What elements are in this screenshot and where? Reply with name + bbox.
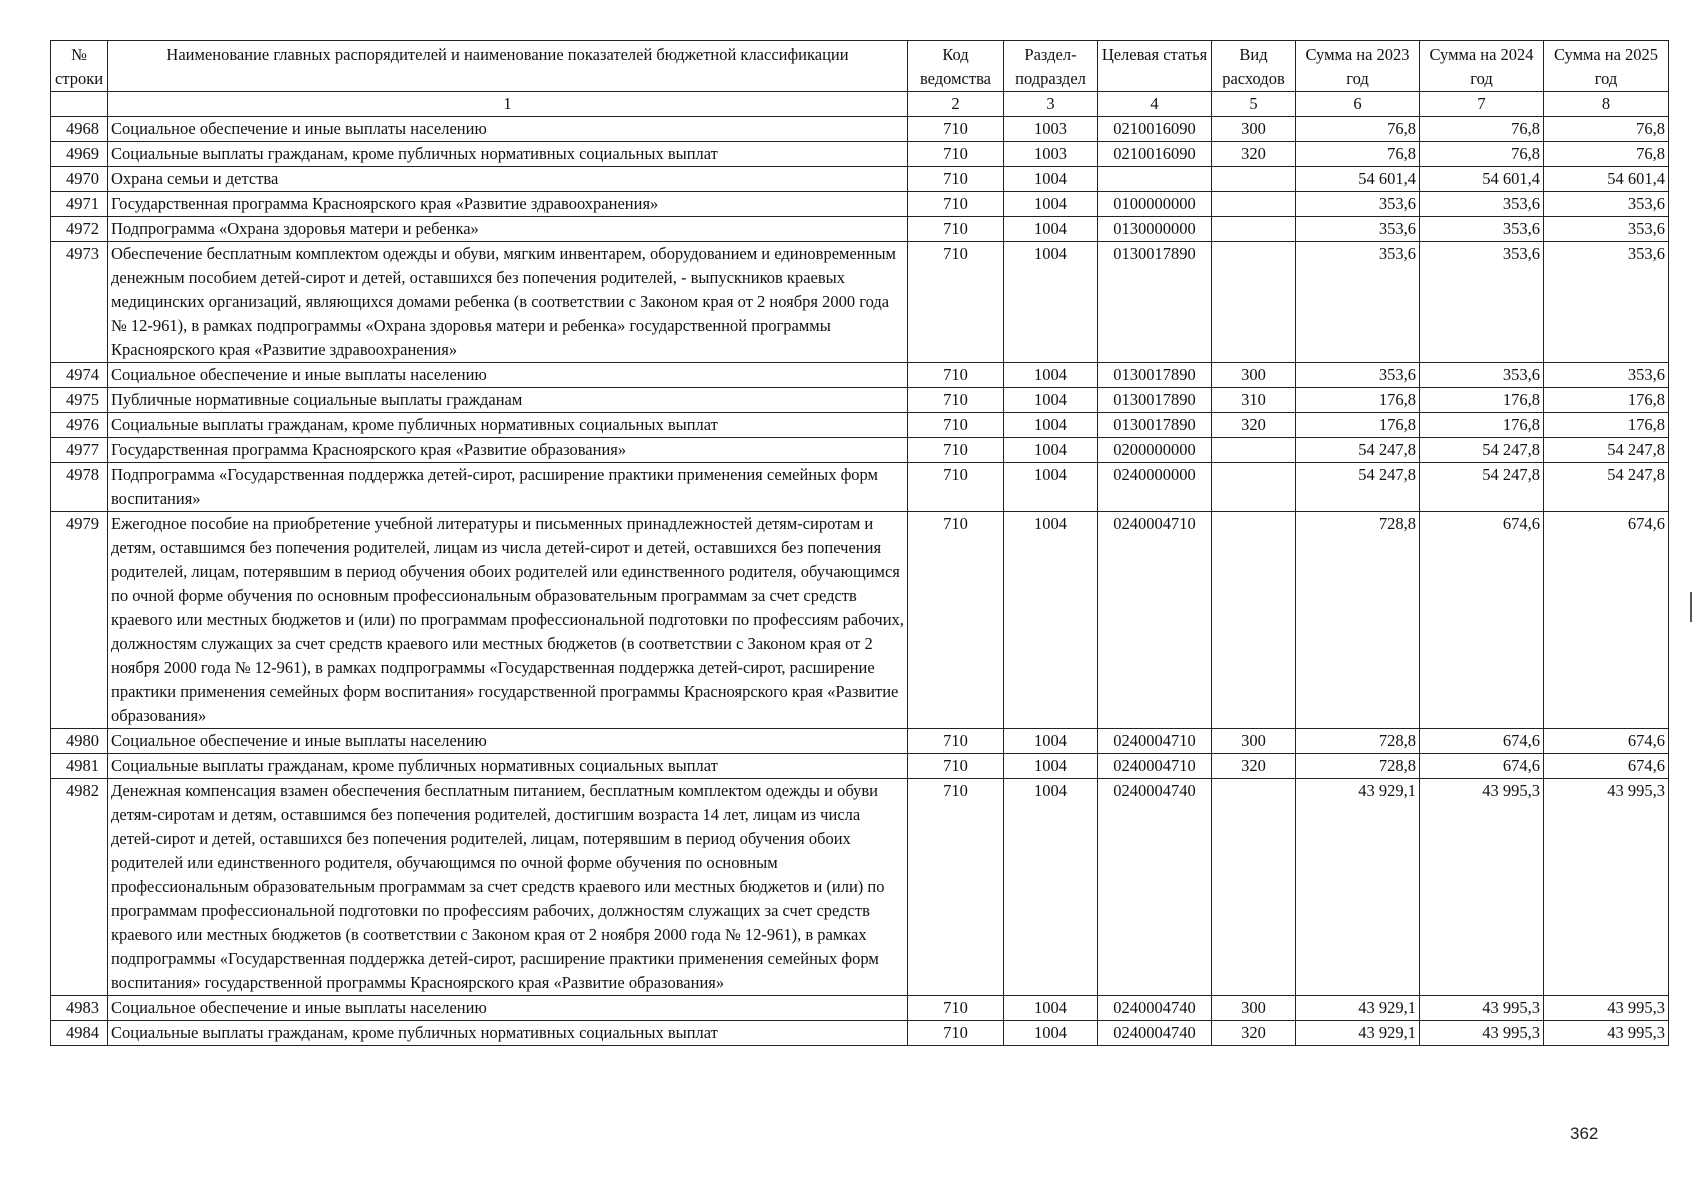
- col-header-vr: Вид расходов: [1212, 41, 1296, 92]
- table-row: [51, 512, 1669, 729]
- cell-cs: 0210016090: [1098, 142, 1212, 167]
- cell-rz: 1004: [1004, 779, 1098, 996]
- cell-rz: 1004: [1004, 242, 1098, 363]
- cell-s2024: 353,6: [1420, 242, 1544, 363]
- cell-name: Государственная программа Красноярского края «Развитие здравоохранения»: [108, 192, 908, 217]
- cell-s2025: 674,6: [1544, 754, 1669, 779]
- col-header-rz: Раздел-подраздел: [1004, 41, 1098, 92]
- table-row: [51, 167, 1669, 192]
- cell-s2024: 674,6: [1420, 729, 1544, 754]
- cell-s2023: 54 601,4: [1296, 167, 1420, 192]
- cell-s2025: 54 247,8: [1544, 463, 1669, 512]
- cell-no: 4980: [51, 729, 108, 754]
- col-number: 1: [108, 92, 908, 117]
- table-row: [51, 779, 1669, 996]
- cell-rz: 1004: [1004, 729, 1098, 754]
- cell-s2023: 728,8: [1296, 512, 1420, 729]
- cell-ved: 710: [908, 438, 1004, 463]
- cell-cs: 0130000000: [1098, 217, 1212, 242]
- scan-edge-mark: [1690, 592, 1692, 622]
- cell-s2023: 728,8: [1296, 754, 1420, 779]
- cell-s2025: 176,8: [1544, 413, 1669, 438]
- table-row: [51, 242, 1669, 363]
- col-header-s2025: Сумма на 2025 год: [1544, 41, 1669, 92]
- cell-rz: 1004: [1004, 217, 1098, 242]
- cell-name: Социальные выплаты гражданам, кроме публичных нормативных социальных выплат: [108, 142, 908, 167]
- cell-s2023: 353,6: [1296, 217, 1420, 242]
- cell-name: Социальное обеспечение и иные выплаты населению: [108, 996, 908, 1021]
- col-number: [51, 92, 108, 117]
- cell-name: Подпрограмма «Охрана здоровья матери и ребенка»: [108, 217, 908, 242]
- cell-no: 4979: [51, 512, 108, 729]
- cell-s2023: 54 247,8: [1296, 463, 1420, 512]
- cell-name: Публичные нормативные социальные выплаты гражданам: [108, 388, 908, 413]
- cell-ved: 710: [908, 1021, 1004, 1046]
- cell-s2025: 76,8: [1544, 117, 1669, 142]
- cell-cs: 0130017890: [1098, 363, 1212, 388]
- cell-s2025: 176,8: [1544, 388, 1669, 413]
- cell-cs: 0240004710: [1098, 512, 1212, 729]
- cell-s2025: 43 995,3: [1544, 779, 1669, 996]
- cell-ved: 710: [908, 512, 1004, 729]
- cell-s2024: 43 995,3: [1420, 996, 1544, 1021]
- cell-s2025: 353,6: [1544, 242, 1669, 363]
- cell-s2024: 43 995,3: [1420, 1021, 1544, 1046]
- cell-s2025: 353,6: [1544, 217, 1669, 242]
- cell-no: 4977: [51, 438, 108, 463]
- cell-vr: [1212, 217, 1296, 242]
- cell-rz: 1004: [1004, 192, 1098, 217]
- cell-vr: [1212, 242, 1296, 363]
- table-row: [51, 363, 1669, 388]
- cell-name: Охрана семьи и детства: [108, 167, 908, 192]
- cell-s2024: 353,6: [1420, 217, 1544, 242]
- cell-vr: [1212, 438, 1296, 463]
- col-header-no: № строки: [51, 41, 108, 92]
- col-number: 7: [1420, 92, 1544, 117]
- cell-rz: 1004: [1004, 167, 1098, 192]
- cell-s2024: 353,6: [1420, 192, 1544, 217]
- table-row: [51, 413, 1669, 438]
- cell-vr: 320: [1212, 1021, 1296, 1046]
- cell-cs: 0100000000: [1098, 192, 1212, 217]
- col-header-s2023: Сумма на 2023 год: [1296, 41, 1420, 92]
- cell-s2024: 54 247,8: [1420, 438, 1544, 463]
- cell-ved: 710: [908, 388, 1004, 413]
- cell-s2024: 176,8: [1420, 413, 1544, 438]
- table-row: [51, 463, 1669, 512]
- cell-s2025: 76,8: [1544, 142, 1669, 167]
- cell-ved: 710: [908, 754, 1004, 779]
- cell-name: Денежная компенсация взамен обеспечения бесплатным питанием, бесплатным комплектом одежды и обуви детям-сиротам и детям, оставшимся без попечения родителей, достигшим возраста 14 лет, лицам из числа детей-сирот и детей, оставшихся без попечения родителей, лицам, потерявшим в период обучения обоих родителей или единственного родителя, обучающимся по очной форме обучения по основным профессиональным образовательным программам за счет средств краевого или местных бюджетов и (или) по программам профессиональной подготовки по профессиям рабочих, должностям служащих за счет средств краевого или местных бюджетов (в соответствии с Законом края от 2 ноября 2000 года № 12-961), в рамках подпрограммы «Государственная поддержка детей-сирот, расширение практики применения семейных форм воспитания» государственной программы Красноярского края «Развитие образования»: [108, 779, 908, 996]
- col-header-cs: Целевая статья: [1098, 41, 1212, 92]
- col-header-ved: Код ведомства: [908, 41, 1004, 92]
- col-header-name: Наименование главных распорядителей и наименование показателей бюджетной классификации: [108, 41, 908, 92]
- cell-s2024: 54 601,4: [1420, 167, 1544, 192]
- cell-rz: 1004: [1004, 363, 1098, 388]
- cell-cs: 0240004740: [1098, 779, 1212, 996]
- table-row: [51, 217, 1669, 242]
- cell-name: Социальное обеспечение и иные выплаты населению: [108, 363, 908, 388]
- cell-vr: 320: [1212, 754, 1296, 779]
- cell-name: Подпрограмма «Государственная поддержка детей-сирот, расширение практики применения семейных форм воспитания»: [108, 463, 908, 512]
- cell-s2025: 54 601,4: [1544, 167, 1669, 192]
- cell-cs: 0240004710: [1098, 729, 1212, 754]
- cell-s2024: 76,8: [1420, 142, 1544, 167]
- cell-cs: 0240004740: [1098, 1021, 1212, 1046]
- cell-s2025: 43 995,3: [1544, 996, 1669, 1021]
- cell-rz: 1004: [1004, 512, 1098, 729]
- cell-rz: 1004: [1004, 413, 1098, 438]
- col-number: 6: [1296, 92, 1420, 117]
- cell-no: 4975: [51, 388, 108, 413]
- cell-no: 4976: [51, 413, 108, 438]
- cell-s2023: 353,6: [1296, 242, 1420, 363]
- cell-cs: 0240000000: [1098, 463, 1212, 512]
- cell-vr: 310: [1212, 388, 1296, 413]
- cell-no: 4984: [51, 1021, 108, 1046]
- cell-no: 4969: [51, 142, 108, 167]
- table-row: [51, 438, 1669, 463]
- cell-no: 4970: [51, 167, 108, 192]
- cell-vr: 300: [1212, 729, 1296, 754]
- table-row: [51, 388, 1669, 413]
- cell-cs: 0240004740: [1098, 996, 1212, 1021]
- cell-s2023: 176,8: [1296, 413, 1420, 438]
- col-number: 2: [908, 92, 1004, 117]
- col-number: 8: [1544, 92, 1669, 117]
- cell-s2023: 176,8: [1296, 388, 1420, 413]
- cell-rz: 1004: [1004, 438, 1098, 463]
- cell-ved: 710: [908, 463, 1004, 512]
- cell-ved: 710: [908, 729, 1004, 754]
- column-number-row: [51, 92, 1669, 117]
- cell-cs: 0200000000: [1098, 438, 1212, 463]
- cell-name: Государственная программа Красноярского края «Развитие образования»: [108, 438, 908, 463]
- cell-name: Социальное обеспечение и иные выплаты населению: [108, 729, 908, 754]
- cell-s2023: 43 929,1: [1296, 996, 1420, 1021]
- col-number: 4: [1098, 92, 1212, 117]
- cell-s2024: 43 995,3: [1420, 779, 1544, 996]
- cell-no: 4973: [51, 242, 108, 363]
- cell-ved: 710: [908, 117, 1004, 142]
- header-row: [51, 41, 1669, 92]
- cell-cs: [1098, 167, 1212, 192]
- cell-cs: 0130017890: [1098, 388, 1212, 413]
- cell-s2023: 76,8: [1296, 117, 1420, 142]
- cell-cs: 0240004710: [1098, 754, 1212, 779]
- cell-ved: 710: [908, 242, 1004, 363]
- cell-no: 4982: [51, 779, 108, 996]
- cell-s2024: 674,6: [1420, 512, 1544, 729]
- cell-cs: 0130017890: [1098, 242, 1212, 363]
- cell-s2025: 54 247,8: [1544, 438, 1669, 463]
- cell-s2025: 353,6: [1544, 192, 1669, 217]
- cell-no: 4981: [51, 754, 108, 779]
- cell-vr: 300: [1212, 363, 1296, 388]
- col-number: 3: [1004, 92, 1098, 117]
- cell-vr: [1212, 779, 1296, 996]
- cell-ved: 710: [908, 413, 1004, 438]
- cell-rz: 1004: [1004, 754, 1098, 779]
- cell-no: 4978: [51, 463, 108, 512]
- cell-s2023: 353,6: [1296, 363, 1420, 388]
- cell-cs: 0210016090: [1098, 117, 1212, 142]
- cell-no: 4983: [51, 996, 108, 1021]
- cell-ved: 710: [908, 363, 1004, 388]
- cell-rz: 1003: [1004, 142, 1098, 167]
- cell-s2025: 353,6: [1544, 363, 1669, 388]
- cell-name: Обеспечение бесплатным комплектом одежды и обуви, мягким инвентарем, оборудованием и единовременным денежным пособием детей-сирот и детей, оставшихся без попечения родителей, - выпускников краевых медицинских организаций, являющихся домами ребенка (в соответствии с Законом края от 2 ноября 2000 года № 12-961), в рамках подпрограммы «Охрана здоровья матери и ребенка» государственной программы Красноярского края «Развитие здравоохранения»: [108, 242, 908, 363]
- cell-ved: 710: [908, 779, 1004, 996]
- cell-s2025: 674,6: [1544, 729, 1669, 754]
- cell-vr: 320: [1212, 413, 1296, 438]
- cell-name: Социальные выплаты гражданам, кроме публичных нормативных социальных выплат: [108, 754, 908, 779]
- cell-s2023: 353,6: [1296, 192, 1420, 217]
- cell-ved: 710: [908, 217, 1004, 242]
- cell-s2023: 43 929,1: [1296, 1021, 1420, 1046]
- cell-s2024: 176,8: [1420, 388, 1544, 413]
- col-number: 5: [1212, 92, 1296, 117]
- budget-table: [50, 40, 1669, 1046]
- col-header-s2024: Сумма на 2024 год: [1420, 41, 1544, 92]
- cell-rz: 1004: [1004, 1021, 1098, 1046]
- cell-s2023: 728,8: [1296, 729, 1420, 754]
- cell-s2023: 76,8: [1296, 142, 1420, 167]
- table-row: [51, 996, 1669, 1021]
- table-body: [51, 117, 1669, 1046]
- cell-name: Социальное обеспечение и иные выплаты населению: [108, 117, 908, 142]
- cell-ved: 710: [908, 996, 1004, 1021]
- cell-name: Социальные выплаты гражданам, кроме публичных нормативных социальных выплат: [108, 413, 908, 438]
- cell-vr: [1212, 192, 1296, 217]
- cell-rz: 1003: [1004, 117, 1098, 142]
- page-number: 362: [1570, 1124, 1599, 1143]
- table-row: [51, 729, 1669, 754]
- cell-no: 4971: [51, 192, 108, 217]
- cell-ved: 710: [908, 167, 1004, 192]
- cell-vr: 300: [1212, 117, 1296, 142]
- table-row: [51, 754, 1669, 779]
- cell-ved: 710: [908, 192, 1004, 217]
- cell-vr: [1212, 463, 1296, 512]
- cell-vr: [1212, 512, 1296, 729]
- table-row: [51, 117, 1669, 142]
- cell-ved: 710: [908, 142, 1004, 167]
- table-row: [51, 142, 1669, 167]
- cell-s2024: 76,8: [1420, 117, 1544, 142]
- cell-no: 4974: [51, 363, 108, 388]
- table-row: [51, 1021, 1669, 1046]
- cell-vr: 320: [1212, 142, 1296, 167]
- cell-rz: 1004: [1004, 463, 1098, 512]
- cell-name: Социальные выплаты гражданам, кроме публичных нормативных социальных выплат: [108, 1021, 908, 1046]
- cell-no: 4968: [51, 117, 108, 142]
- cell-no: 4972: [51, 217, 108, 242]
- cell-s2024: 353,6: [1420, 363, 1544, 388]
- cell-s2024: 54 247,8: [1420, 463, 1544, 512]
- cell-s2023: 54 247,8: [1296, 438, 1420, 463]
- table-row: [51, 192, 1669, 217]
- cell-rz: 1004: [1004, 388, 1098, 413]
- cell-s2025: 43 995,3: [1544, 1021, 1669, 1046]
- cell-s2023: 43 929,1: [1296, 779, 1420, 996]
- cell-s2024: 674,6: [1420, 754, 1544, 779]
- cell-s2025: 674,6: [1544, 512, 1669, 729]
- cell-vr: [1212, 167, 1296, 192]
- cell-name: Ежегодное пособие на приобретение учебной литературы и письменных принадлежностей детям-сиротам и детям, оставшимся без попечения родителей, лицам из числа детей-сирот и детей, оставшихся без попечения родителей, лицам, потерявшим в период обучения обоих родителей или единственного родителя, обучающимся по очной форме обучения по основным профессиональным образовательным программам за счет средств краевого или местных бюджетов и (или) по программам профессиональной подготовки по профессиям рабочих, должностям служащих за счет средств краевого или местных бюджетов (в соответствии с Законом края от 2 ноября 2000 года № 12-961), в рамках подпрограммы «Государственная поддержка детей-сирот, расширение практики применения семейных форм воспитания» государственной программы Красноярского края «Развитие образования»: [108, 512, 908, 729]
- cell-cs: 0130017890: [1098, 413, 1212, 438]
- cell-rz: 1004: [1004, 996, 1098, 1021]
- cell-vr: 300: [1212, 996, 1296, 1021]
